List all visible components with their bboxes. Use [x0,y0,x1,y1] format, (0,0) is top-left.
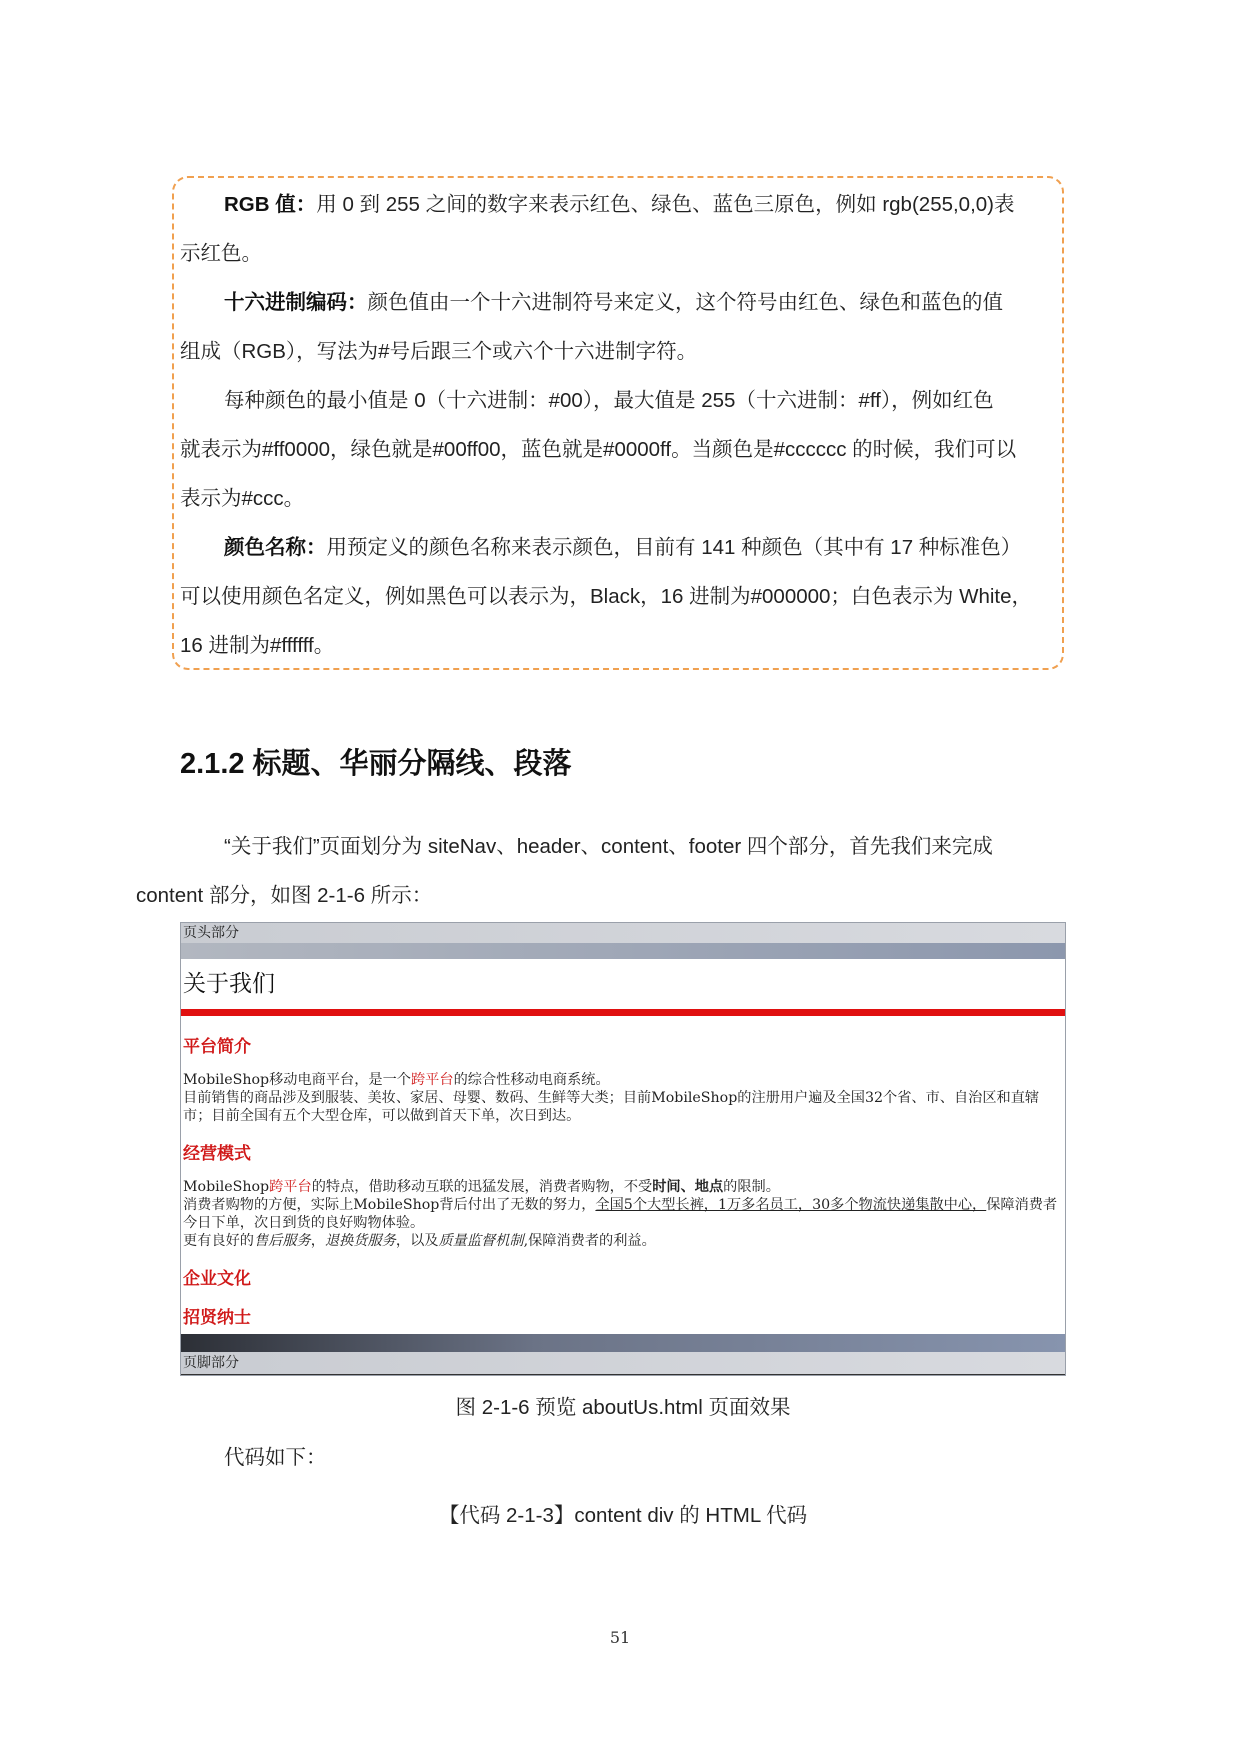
preview-header-band [181,943,1065,959]
preview-sec2-p2: 消费者购物的方便，实际上MobileShop背后付出了无数的努力，全国5个大型长裤，1万多名员工，30多个物流快递集散中心，保障消费者今日下单，次日到货的良好购物体验。 [183,1197,1058,1231]
preview-footer-line [181,1374,1065,1376]
preview-header-bar: 页头部分 [181,923,1065,943]
name-text-3: 16 进制为#ffffff。 [180,634,335,657]
minmax-text-3: 表示为#ccc。 [180,487,305,510]
name-text-1: 用预定义的颜色名称来表示颜色，目前有 141 种颜色（其中有 17 种标准色） [326,536,1022,559]
intro-line-2: content 部分，如图 2-1-6 所示： [136,884,433,907]
hex-paragraph-cont [180,327,1066,376]
preview-screenshot [180,922,1066,1376]
preview-sec1-p1: MobileShop移动电商平台，是一个跨平台的综合性移动电商系统。 [183,1072,610,1088]
name-paragraph-cont [180,572,1066,621]
preview-red-divider [181,1009,1065,1016]
minmax-text-2: 就表示为#ff0000，绿色就是#00ff00，蓝色就是#0000ff。当颜色是#cccccc 的时候，我们可以 [180,438,1017,461]
preview-sec2-p1: MobileShop跨平台的特点，借助移动互联的迅猛发展，消费者购物，不受时间、地点的限制。 [183,1179,780,1195]
preview-sec2-title: 经营模式 [183,1144,251,1164]
preview-title: 关于我们 [183,971,275,997]
name-text-2: 可以使用颜色名定义，例如黑色可以表示为，Black，16 进制为#000000；白色表示为 White， [180,585,1033,608]
code-intro: 代码如下： [224,1446,327,1469]
preview-footer-band [181,1334,1065,1352]
preview-sec1-title: 平台简介 [183,1037,251,1057]
minmax-paragraph [180,376,1066,425]
preview-sec2-p3: 更有良好的售后服务，退换货服务，以及质量监督机制,保障消费者的利益。 [183,1233,656,1249]
hex-paragraph [180,278,1066,327]
preview-sec3-title: 企业文化 [183,1269,251,1289]
intro-line-1: “关于我们”页面划分为 siteNav、header、content、footer 四个部分，首先我们来完成 [224,835,993,858]
hex-text-1: 颜色值由一个十六进制符号来定义，这个符号由红色、绿色和蓝色的值 [367,291,1003,314]
code-title: 【代码 2-1-3】content div 的 HTML 代码 [438,1504,808,1527]
minmax-paragraph-cont [180,425,1066,474]
rgb-paragraph-cont [180,229,1066,278]
rgb-text-1: 用 0 到 255 之间的数字来表示红色、绿色、蓝色三原色，例如 rgb(255,0,0)表 [316,193,1015,216]
hex-term: 十六进制编码： [224,291,368,314]
rgb-text-2: 示红色。 [180,242,262,265]
preview-sec4-title: 招贤纳士 [183,1308,251,1328]
intro-paragraph [136,822,1066,920]
minmax-paragraph-end [180,474,1066,523]
name-term: 颜色名称： [224,536,327,559]
hex-text-2: 组成（RGB），写法为#号后跟三个或六个十六进制字符。 [180,340,698,363]
section-heading: 2.1.2 标题、华丽分隔线、段落 [180,748,572,780]
rgb-term: RGB 值： [224,193,317,216]
preview-sec1-p2: 目前销售的商品涉及到服装、美妆、家居、母婴、数码、生鲜等大类；目前MobileShop的注册用户遍及全国32个省、市、自治区和直辖市；目前全国有五个大型仓库，可以做到首天下单，次日到达。 [183,1090,1040,1124]
rgb-paragraph [180,180,1066,229]
figure-caption: 图 2-1-6 预览 aboutUs.html 页面效果 [455,1396,791,1419]
preview-footer-bar: 页脚部分 [181,1352,1065,1374]
minmax-text-1: 每种颜色的最小值是 0（十六进制：#00），最大值是 255（十六进制：#ff），例如红色 [224,389,994,412]
name-paragraph-end [180,621,1066,670]
page-number: 51 [609,1628,631,1647]
name-paragraph [180,523,1066,572]
